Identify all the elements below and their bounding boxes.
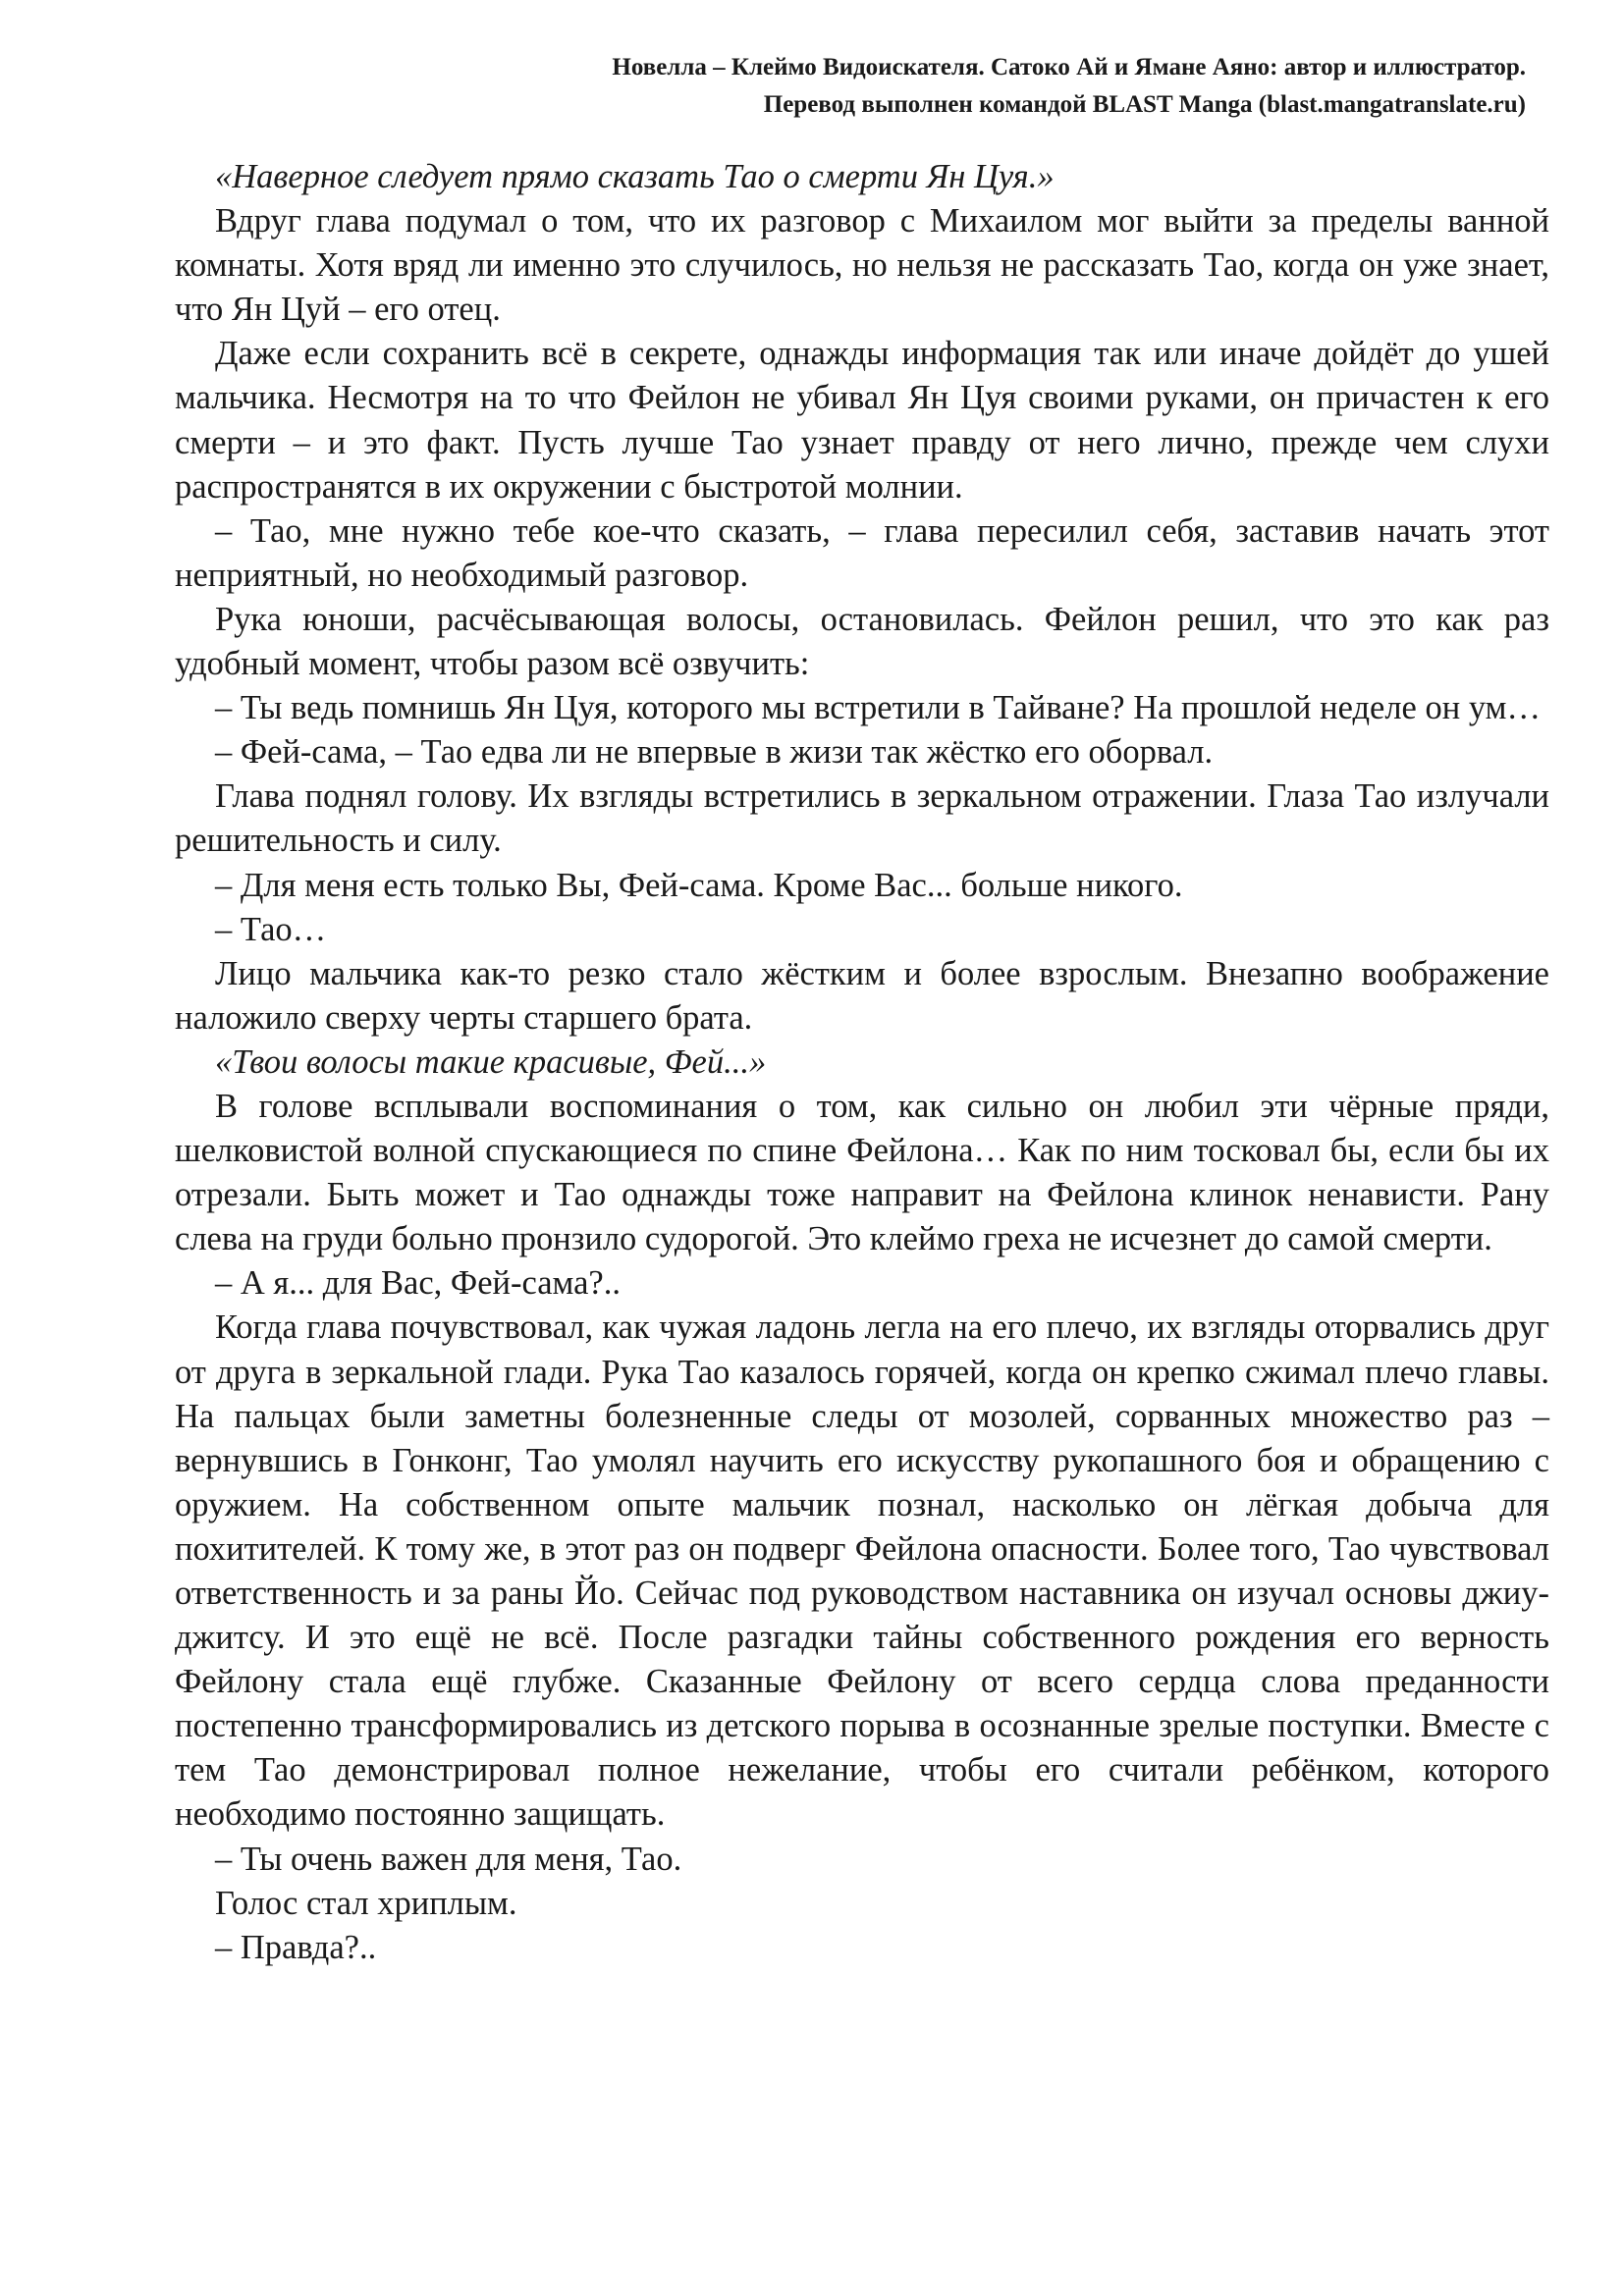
paragraph: – Правда?.. (215, 1928, 377, 1966)
paragraph: Вдруг глава подумал о том, что их разговор с Михаилом мог выйти за пределы ванной комнаты. Хотя вряд ли именно это случилось, но нельзя не рассказать Тао, когда он уже знает, что Ян Цуй – его отец. (175, 202, 1549, 329)
paragraph: Даже если сохранить всё в секрете, однажды информация так или иначе дойдёт до ушей мальчика. Несмотря на то что Фейлон не убивал Ян Цуя своими руками, он причастен к его смерти – и это факт. Пусть лучше Тао узнает правду от него лично, прежде чем слухи распространятся в их окружении с быстротой молнии. (175, 335, 1549, 506)
paragraph: Глава поднял голову. Их взгляды встретились в зеркальном отражении. Глаза Тао излучали решительность и силу. (175, 777, 1549, 860)
paragraph: «Твои волосы такие красивые, Фей...» (215, 1042, 767, 1081)
paragraph: «Наверное следует прямо сказать Тао о смерти Ян Цуя.» (215, 158, 1055, 195)
paragraph: – Тао, мне нужно тебе кое-что сказать, – глава пересилил себя, заставив начать этот неприятный, но необходимый разговор. (175, 511, 1549, 594)
body-text (175, 155, 1549, 1970)
paragraph: – А я... для Вас, Фей-сама?.. (215, 1264, 621, 1303)
page-header (612, 49, 1526, 124)
paragraph: – Ты очень важен для меня, Тао. (215, 1840, 682, 1878)
paragraph: Лицо мальчика как-то резко стало жёстким и более взрослым. Внезапно воображение наложило сверху черты старшего брата. (175, 954, 1549, 1037)
paragraph: – Ты ведь помнишь Ян Цуя, которого мы встретили в Тайване? На прошлой неделе он ум… (215, 689, 1541, 727)
paragraph: В голове всплывали воспоминания о том, как сильно он любил эти чёрные пряди, шелковистой волной спускающиеся по спине Фейлона… Как по ним тосковал бы, если бы их отрезали. Быть может и Тао однажды тоже направит на Фейлона клинок ненависти. Рану слева на груди больно пронзило судорогой. Это клеймо греха не исчезнет до самой смерти. (175, 1087, 1549, 1258)
paragraph: Когда глава почувствовал, как чужая ладонь легла на его плечо, их взгляды оторвались друг от друга в зеркальной глади. Рука Тао казалось горячей, когда он крепко сжимал плечо главы. На пальцах были заметны болезненные следы от мозолей, сорванных множество раз – вернувшись в Гонконг, Тао умолял научить его искусству рукопашного боя и обращению с оружием. На собственном опыте мальчик познал, насколько он лёгкая добыча для похитителей. К тому же, в этот раз он подверг Фейлона опасности. Более того, Тао чувствовал ответственность и за раны Йо. Сейчас под руководством наставника он изучал основы джиу-джитсу. И это ещё не всё. После разгадки тайны собственного рождения его верность Фейлону стала ещё глубже. Сказанные Фейлону от всего сердца слова преданности постепенно трансформировались из детского порыва в осознанные зрелые поступки. Вместе с тем Тао демонстрировал полное нежелание, чтобы его считали ребёнком, которого необходимо постоянно защищать. (175, 1308, 1549, 1834)
paragraph: – Фей-сама, – Тао едва ли не впервые в жизи так жёстко его оборвал. (215, 733, 1214, 772)
paragraph: Голос стал хриплым. (215, 1884, 517, 1922)
header-line-title: Новелла – Клеймо Видоискателя. Сатоко Ай и Ямане Аяно: автор и иллюстратор. (612, 54, 1526, 80)
paragraph: – Для меня есть только Вы, Фей-сама. Кроме Вас... больше никого. (215, 866, 1183, 904)
header-line-credits: Перевод выполнен командой BLAST Manga (blast.mangatranslate.ru) (763, 91, 1526, 118)
paragraph: Рука юноши, расчёсывающая волосы, остановилась. Фейлон решил, что это как раз удобный момент, чтобы разом всё озвучить: (175, 600, 1549, 683)
paragraph: – Тао… (215, 910, 327, 948)
